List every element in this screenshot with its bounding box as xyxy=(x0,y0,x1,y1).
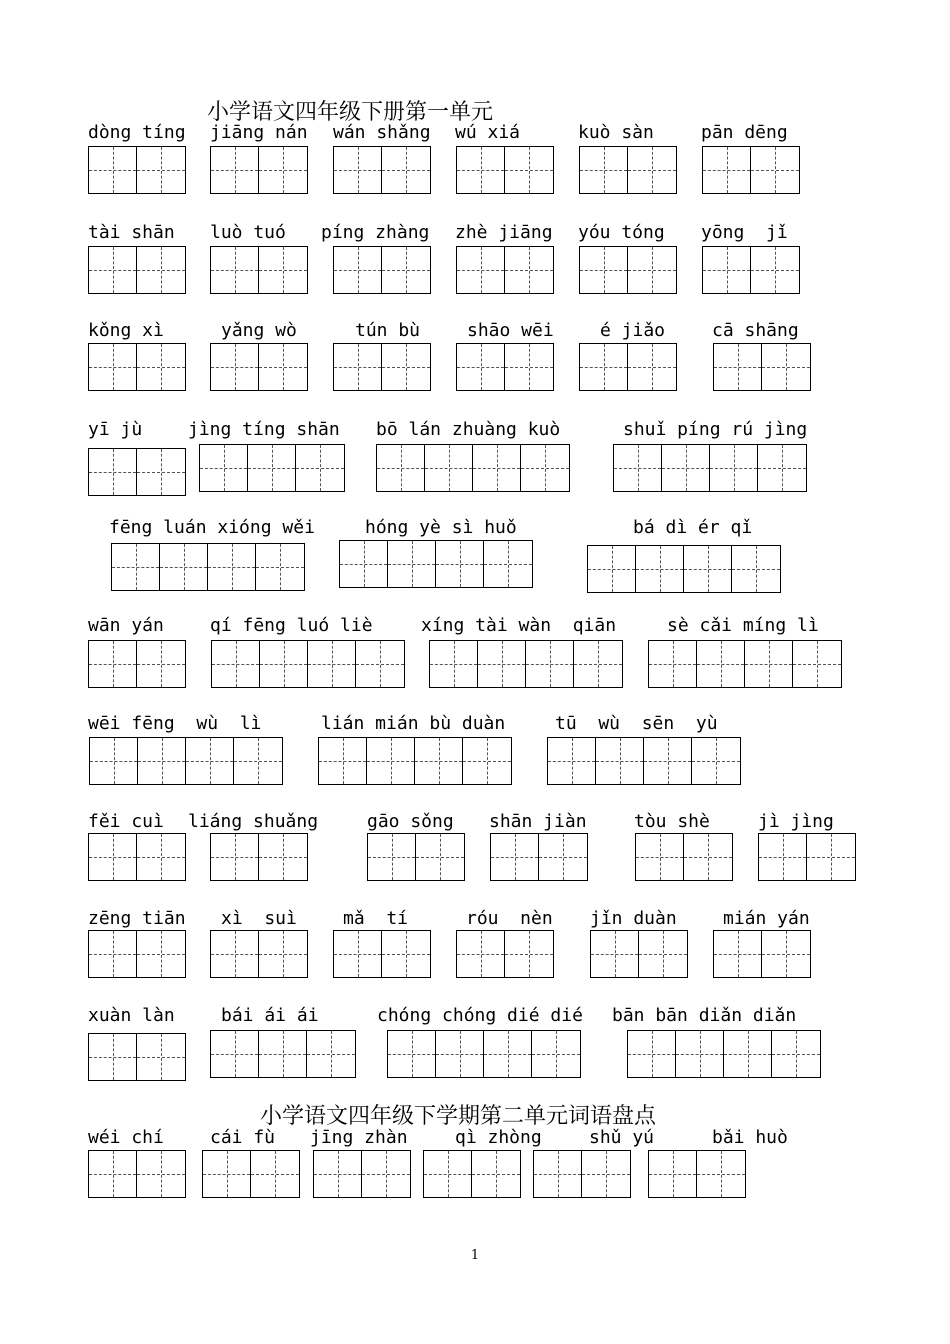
writing-grid[interactable] xyxy=(713,343,811,391)
writing-cell[interactable] xyxy=(334,344,382,390)
writing-cell[interactable] xyxy=(745,641,793,687)
pinyin-label: jì jìng xyxy=(758,811,834,832)
writing-grid[interactable] xyxy=(333,930,431,978)
pinyin-label: shǔ yú xyxy=(589,1127,655,1148)
pinyin-label: hóng yè sì huǒ xyxy=(365,517,517,538)
writing-cell[interactable] xyxy=(377,445,425,491)
writing-grid[interactable] xyxy=(333,246,431,294)
writing-cell[interactable] xyxy=(684,834,732,880)
writing-cell[interactable] xyxy=(484,541,532,587)
writing-grid[interactable] xyxy=(210,343,308,391)
writing-cell[interactable] xyxy=(251,1151,299,1197)
writing-cell[interactable] xyxy=(628,344,676,390)
writing-grid[interactable] xyxy=(111,543,305,591)
writing-cell[interactable] xyxy=(703,147,751,193)
writing-cell[interactable] xyxy=(415,738,463,784)
writing-cell[interactable] xyxy=(137,247,185,293)
writing-cell[interactable] xyxy=(308,641,356,687)
pinyin-label: tòu shè xyxy=(634,811,710,832)
writing-cell[interactable] xyxy=(296,445,344,491)
writing-cell[interactable] xyxy=(457,344,505,390)
pinyin-label: kuò sàn xyxy=(578,122,654,143)
writing-cell[interactable] xyxy=(356,641,404,687)
pinyin-label: jiāng nán xyxy=(210,122,308,143)
writing-grid[interactable] xyxy=(88,146,186,194)
writing-cell[interactable] xyxy=(388,1031,436,1077)
writing-cell[interactable] xyxy=(208,544,256,590)
writing-grid[interactable] xyxy=(702,146,800,194)
pinyin-label: é jiǎo xyxy=(600,320,666,341)
writing-cell[interactable] xyxy=(259,834,307,880)
writing-cell[interactable] xyxy=(248,445,296,491)
writing-cell[interactable] xyxy=(382,247,430,293)
pinyin-label: bá dì ér qǐ xyxy=(633,517,753,538)
writing-cell[interactable] xyxy=(211,834,259,880)
pinyin-label: jìng tíng shān xyxy=(188,419,340,440)
writing-cell[interactable] xyxy=(89,834,137,880)
writing-grid[interactable] xyxy=(579,146,677,194)
pinyin-label: fēng luán xióng wěi xyxy=(109,517,315,538)
pinyin-label: róu nèn xyxy=(466,908,553,929)
writing-cell[interactable] xyxy=(89,931,137,977)
writing-cell[interactable] xyxy=(714,344,762,390)
writing-cell[interactable] xyxy=(259,344,307,390)
writing-grid[interactable] xyxy=(387,1030,581,1078)
writing-cell[interactable] xyxy=(89,247,137,293)
pinyin-label: wú xiá xyxy=(455,122,521,143)
writing-cell[interactable] xyxy=(457,147,505,193)
writing-grid[interactable] xyxy=(533,1150,631,1198)
writing-grid[interactable] xyxy=(367,833,465,881)
writing-cell[interactable] xyxy=(89,344,137,390)
pinyin-label: yǎng wò xyxy=(221,320,297,341)
pinyin-label: liáng shuǎng xyxy=(188,811,319,832)
writing-cell[interactable] xyxy=(526,641,574,687)
writing-grid[interactable] xyxy=(456,246,554,294)
writing-cell[interactable] xyxy=(137,1034,185,1080)
writing-cell[interactable] xyxy=(751,247,799,293)
writing-grid[interactable] xyxy=(648,1150,746,1198)
writing-cell[interactable] xyxy=(692,738,740,784)
writing-grid[interactable] xyxy=(210,1030,356,1078)
writing-cell[interactable] xyxy=(644,738,692,784)
writing-cell[interactable] xyxy=(457,247,505,293)
writing-cell[interactable] xyxy=(89,449,137,495)
pinyin-label: fěi cuì xyxy=(88,811,164,832)
writing-grid[interactable] xyxy=(627,1030,821,1078)
writing-cell[interactable] xyxy=(203,1151,251,1197)
writing-cell[interactable] xyxy=(211,344,259,390)
writing-cell[interactable] xyxy=(532,1031,580,1077)
pinyin-label: mián yán xyxy=(723,908,810,929)
writing-cell[interactable] xyxy=(137,1151,185,1197)
writing-cell[interactable] xyxy=(582,1151,630,1197)
writing-cell[interactable] xyxy=(521,445,569,491)
writing-cell[interactable] xyxy=(211,147,259,193)
writing-cell[interactable] xyxy=(505,931,553,977)
writing-cell[interactable] xyxy=(714,931,762,977)
pinyin-label: bái ái ái xyxy=(221,1005,319,1026)
writing-cell[interactable] xyxy=(751,147,799,193)
pinyin-label: zhè jiāng xyxy=(455,222,553,243)
pinyin-label: bǎi huò xyxy=(712,1127,788,1148)
pinyin-label: tài shān xyxy=(88,222,175,243)
pinyin-label: qì zhòng xyxy=(455,1127,542,1148)
writing-grid[interactable] xyxy=(210,146,308,194)
writing-cell[interactable] xyxy=(90,738,138,784)
pinyin-label: bān bān diǎn diǎn xyxy=(612,1005,797,1026)
writing-cell[interactable] xyxy=(368,834,416,880)
pinyin-label: jǐn duàn xyxy=(590,908,677,929)
pinyin-label: wān yán xyxy=(88,615,164,636)
writing-grid[interactable] xyxy=(490,833,588,881)
pinyin-label: xíng tài wàn qiān xyxy=(421,615,617,636)
writing-grid[interactable] xyxy=(456,146,554,194)
writing-cell[interactable] xyxy=(628,247,676,293)
writing-grid[interactable] xyxy=(211,640,405,688)
writing-cell[interactable] xyxy=(256,544,304,590)
writing-grid[interactable] xyxy=(88,640,186,688)
writing-cell[interactable] xyxy=(200,445,248,491)
pinyin-label: yóu tóng xyxy=(578,222,665,243)
writing-cell[interactable] xyxy=(89,1034,137,1080)
pinyin-label: pān dēng xyxy=(701,122,788,143)
pinyin-label: yōng jǐ xyxy=(701,222,788,243)
writing-grid[interactable] xyxy=(210,246,308,294)
writing-cell[interactable] xyxy=(340,541,388,587)
writing-cell[interactable] xyxy=(314,1151,362,1197)
writing-cell[interactable] xyxy=(334,931,382,977)
writing-cell[interactable] xyxy=(807,834,855,880)
pinyin-label: shāo wēi xyxy=(467,320,554,341)
writing-cell[interactable] xyxy=(697,641,745,687)
writing-cell[interactable] xyxy=(319,738,367,784)
writing-cell[interactable] xyxy=(259,931,307,977)
writing-cell[interactable] xyxy=(580,344,628,390)
writing-grid[interactable] xyxy=(758,833,856,881)
pinyin-label: dòng tíng xyxy=(88,122,186,143)
pinyin-label: xuàn làn xyxy=(88,1005,175,1026)
pinyin-label: luò tuó xyxy=(210,222,286,243)
writing-grid[interactable] xyxy=(376,444,570,492)
writing-cell[interactable] xyxy=(334,147,382,193)
writing-cell[interactable] xyxy=(684,546,732,592)
pinyin-label: sè cǎi míng lì xyxy=(667,615,819,636)
writing-cell[interactable] xyxy=(212,641,260,687)
pinyin-label: tū wù sēn yù xyxy=(555,713,718,734)
writing-grid[interactable] xyxy=(202,1150,300,1198)
writing-cell[interactable] xyxy=(89,641,137,687)
pinyin-label: wēi fēng wù lì xyxy=(88,713,262,734)
writing-grid[interactable] xyxy=(429,640,623,688)
writing-grid[interactable] xyxy=(333,343,431,391)
pinyin-label: jīng zhàn xyxy=(310,1127,408,1148)
writing-grid[interactable] xyxy=(579,343,677,391)
writing-cell[interactable] xyxy=(759,834,807,880)
writing-cell[interactable] xyxy=(505,147,553,193)
writing-cell[interactable] xyxy=(505,344,553,390)
pinyin-label: shuǐ píng rú jìng xyxy=(623,419,808,440)
writing-grid[interactable] xyxy=(89,737,283,785)
writing-cell[interactable] xyxy=(436,541,484,587)
writing-cell[interactable] xyxy=(160,544,208,590)
writing-cell[interactable] xyxy=(436,1031,484,1077)
writing-grid[interactable] xyxy=(547,737,741,785)
writing-cell[interactable] xyxy=(259,247,307,293)
writing-cell[interactable] xyxy=(211,247,259,293)
writing-grid[interactable] xyxy=(635,833,733,881)
writing-cell[interactable] xyxy=(662,445,710,491)
pinyin-label: zēng tiān xyxy=(88,908,186,929)
writing-cell[interactable] xyxy=(580,247,628,293)
pinyin-label: lián mián bù duàn xyxy=(321,713,506,734)
writing-grid[interactable] xyxy=(456,343,554,391)
writing-cell[interactable] xyxy=(628,1031,676,1077)
writing-cell[interactable] xyxy=(112,544,160,590)
pinyin-label: bō lán zhuàng kuò xyxy=(376,419,561,440)
writing-cell[interactable] xyxy=(137,641,185,687)
writing-cell[interactable] xyxy=(382,344,430,390)
writing-grid[interactable] xyxy=(313,1150,411,1198)
writing-cell[interactable] xyxy=(636,546,684,592)
writing-grid[interactable] xyxy=(339,540,533,588)
writing-cell[interactable] xyxy=(588,546,636,592)
writing-grid[interactable] xyxy=(590,930,688,978)
writing-cell[interactable] xyxy=(89,1151,137,1197)
writing-cell[interactable] xyxy=(697,1151,745,1197)
writing-cell[interactable] xyxy=(639,931,687,977)
pinyin-label: yī jù xyxy=(88,419,143,440)
writing-grid[interactable] xyxy=(210,833,308,881)
writing-cell[interactable] xyxy=(793,641,841,687)
writing-cell[interactable] xyxy=(732,546,780,592)
writing-cell[interactable] xyxy=(424,1151,472,1197)
writing-cell[interactable] xyxy=(596,738,644,784)
writing-grid[interactable] xyxy=(199,444,345,492)
writing-cell[interactable] xyxy=(762,931,810,977)
writing-grid[interactable] xyxy=(88,1150,186,1198)
writing-cell[interactable] xyxy=(463,738,511,784)
writing-cell[interactable] xyxy=(539,834,587,880)
writing-cell[interactable] xyxy=(362,1151,410,1197)
writing-grid[interactable] xyxy=(613,444,807,492)
writing-cell[interactable] xyxy=(472,1151,520,1197)
writing-cell[interactable] xyxy=(710,445,758,491)
writing-grid[interactable] xyxy=(333,146,431,194)
writing-grid[interactable] xyxy=(456,930,554,978)
writing-grid[interactable] xyxy=(88,1033,186,1081)
writing-cell[interactable] xyxy=(137,147,185,193)
writing-grid[interactable] xyxy=(88,246,186,294)
writing-cell[interactable] xyxy=(758,445,806,491)
pinyin-label: gāo sǒng xyxy=(367,811,454,832)
pinyin-label: wéi chí xyxy=(88,1127,164,1148)
writing-cell[interactable] xyxy=(614,445,662,491)
writing-cell[interactable] xyxy=(211,1031,259,1077)
writing-grid[interactable] xyxy=(88,448,186,496)
writing-grid[interactable] xyxy=(702,246,800,294)
writing-grid[interactable] xyxy=(423,1150,521,1198)
writing-cell[interactable] xyxy=(505,247,553,293)
writing-cell[interactable] xyxy=(137,449,185,495)
pinyin-label: cái fù xyxy=(210,1127,276,1148)
writing-grid[interactable] xyxy=(88,343,186,391)
writing-cell[interactable] xyxy=(425,445,473,491)
writing-cell[interactable] xyxy=(137,931,185,977)
writing-cell[interactable] xyxy=(649,1151,697,1197)
pinyin-label: mǎ tí xyxy=(343,908,409,929)
writing-cell[interactable] xyxy=(367,738,415,784)
pinyin-label: xì suì xyxy=(221,908,297,929)
writing-cell[interactable] xyxy=(548,738,596,784)
writing-cell[interactable] xyxy=(137,344,185,390)
writing-grid[interactable] xyxy=(210,930,308,978)
writing-cell[interactable] xyxy=(89,147,137,193)
writing-cell[interactable] xyxy=(137,834,185,880)
writing-grid[interactable] xyxy=(318,737,512,785)
pinyin-label: píng zhàng xyxy=(321,222,430,243)
writing-grid[interactable] xyxy=(648,640,842,688)
writing-cell[interactable] xyxy=(534,1151,582,1197)
writing-cell[interactable] xyxy=(762,344,810,390)
writing-grid[interactable] xyxy=(88,930,186,978)
writing-cell[interactable] xyxy=(478,641,526,687)
writing-cell[interactable] xyxy=(186,738,234,784)
writing-cell[interactable] xyxy=(772,1031,820,1077)
writing-cell[interactable] xyxy=(473,445,521,491)
writing-cell[interactable] xyxy=(260,641,308,687)
writing-cell[interactable] xyxy=(234,738,282,784)
writing-cell[interactable] xyxy=(703,247,751,293)
writing-cell[interactable] xyxy=(628,147,676,193)
writing-grid[interactable] xyxy=(88,833,186,881)
writing-cell[interactable] xyxy=(259,1031,307,1077)
writing-cell[interactable] xyxy=(724,1031,772,1077)
unit2-title: 小学语文四年级下学期第二单元词语盘点 xyxy=(260,1104,657,1129)
writing-grid[interactable] xyxy=(587,545,781,593)
pinyin-label: cā shāng xyxy=(712,320,799,341)
pinyin-label: kǒng xì xyxy=(88,320,164,341)
writing-cell[interactable] xyxy=(334,247,382,293)
writing-grid[interactable] xyxy=(579,246,677,294)
pinyin-label: qí fēng luó liè xyxy=(210,615,373,636)
writing-cell[interactable] xyxy=(574,641,622,687)
pinyin-label: shān jiàn xyxy=(489,811,587,832)
pinyin-label: tún bù xyxy=(355,320,421,341)
pinyin-label: wán shǎng xyxy=(333,122,431,143)
writing-cell[interactable] xyxy=(382,931,430,977)
writing-cell[interactable] xyxy=(416,834,464,880)
writing-cell[interactable] xyxy=(382,147,430,193)
pinyin-label: chóng chóng dié dié xyxy=(377,1005,583,1026)
writing-cell[interactable] xyxy=(636,834,684,880)
writing-cell[interactable] xyxy=(491,834,539,880)
writing-cell[interactable] xyxy=(591,931,639,977)
writing-cell[interactable] xyxy=(138,738,186,784)
page-number: 1 xyxy=(470,1248,480,1263)
writing-cell[interactable] xyxy=(580,147,628,193)
writing-cell[interactable] xyxy=(457,931,505,977)
writing-cell[interactable] xyxy=(211,931,259,977)
writing-cell[interactable] xyxy=(430,641,478,687)
writing-grid[interactable] xyxy=(713,930,811,978)
writing-cell[interactable] xyxy=(259,147,307,193)
writing-cell[interactable] xyxy=(649,641,697,687)
unit1-title: 小学语文四年级下册第一单元 xyxy=(207,100,494,125)
writing-cell[interactable] xyxy=(307,1031,355,1077)
writing-cell[interactable] xyxy=(676,1031,724,1077)
writing-cell[interactable] xyxy=(484,1031,532,1077)
writing-cell[interactable] xyxy=(388,541,436,587)
